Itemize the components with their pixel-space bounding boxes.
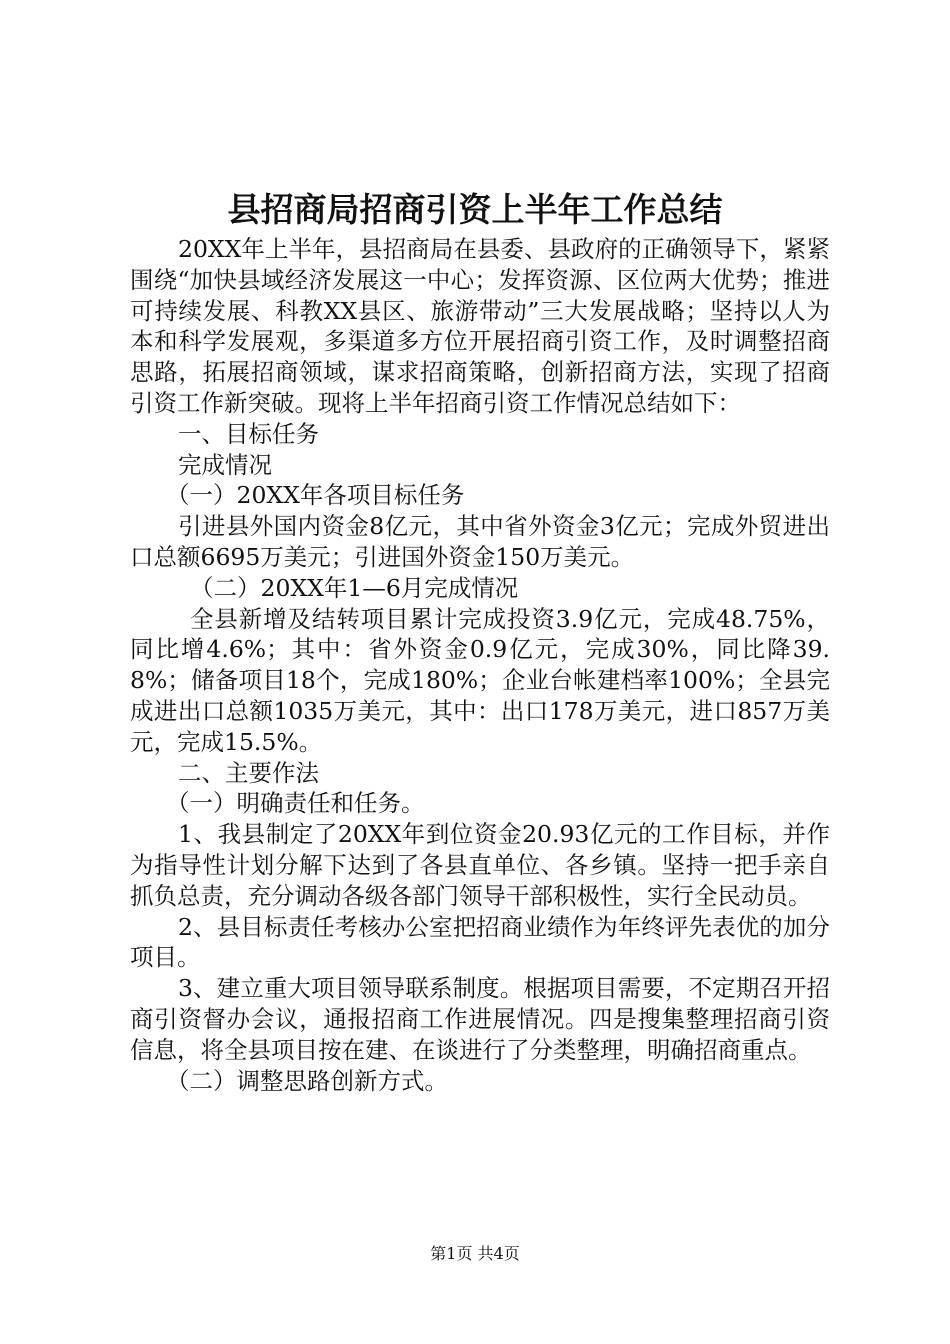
- subheading-half-year-completion: （二）20XX年1—6月完成情况: [190, 573, 519, 602]
- subheading-completion: 完成情况: [178, 450, 272, 479]
- paragraph-item-3: 3、建立重大项目领导联系制度。根据项目需要，不定期召开招商引资督办会议，通报招商工作进展情况。四是搜集整理招商引资信息，将全县项目按在建、在谈进行了分类整理，明确招商重点。: [130, 974, 830, 1064]
- document-title: 县招商局招商引资上半年工作总结: [227, 190, 723, 229]
- paragraph-half-year-completion: 全县新增及结转项目累计完成投资3.9亿元，完成48.75%，同比增4.6%；其中：省外资金0.9亿元，完成30%，同比降39.8%；储备项目18个，完成180%；企业台帐建档率100%；全县完成进出口总额1035万美元，其中：出口178万美元，进口857万美元，完成15.5%。: [130, 604, 830, 756]
- subheading-adjust-ideas: （二）调整思路创新方式。: [166, 1066, 448, 1095]
- page-footer: 第1页 共4页: [430, 1244, 520, 1263]
- subheading-annual-targets: （一）20XX年各项目标任务: [166, 481, 465, 510]
- paragraph-intro: 20XX年上半年，县招商局在县委、县政府的正确领导下，紧紧围绕“加快县域经济发展这一中心；发挥资源、区位两大优势；推进可持续发展、科教XX县区、旅游带动”三大发展战略；坚持以人为本和科学发展观，多渠道多方位开展招商引资工作，及时调整招商思路，拓展招商领域，谋求招商策略，创新招商方法，实现了招商引资工作新突破。现将上半年招商引资工作情况总结如下：: [130, 235, 830, 417]
- section-heading-methods: 二、主要作法: [178, 758, 319, 787]
- paragraph-item-1: 1、我县制定了20XX年到位资金20.93亿元的工作目标，并作为指导性计划分解下达到了各县直单位、各乡镇。坚持一把手亲自抓负总责，充分调动各级各部门领导干部积极性，实行全民动员。: [130, 820, 830, 910]
- paragraph-annual-targets: 引进县外国内资金8亿元，其中省外资金3亿元；完成外贸进出口总额6695万美元；引进国外资金150万美元。: [130, 512, 830, 571]
- paragraph-item-2: 2、县目标责任考核办公室把招商业绩作为年终评先表优的加分项目。: [130, 912, 830, 972]
- subheading-responsibility: （一）明确责任和任务。: [166, 789, 425, 818]
- section-heading-targets: 一、目标任务: [178, 419, 319, 448]
- document-body: [130, 234, 830, 1096]
